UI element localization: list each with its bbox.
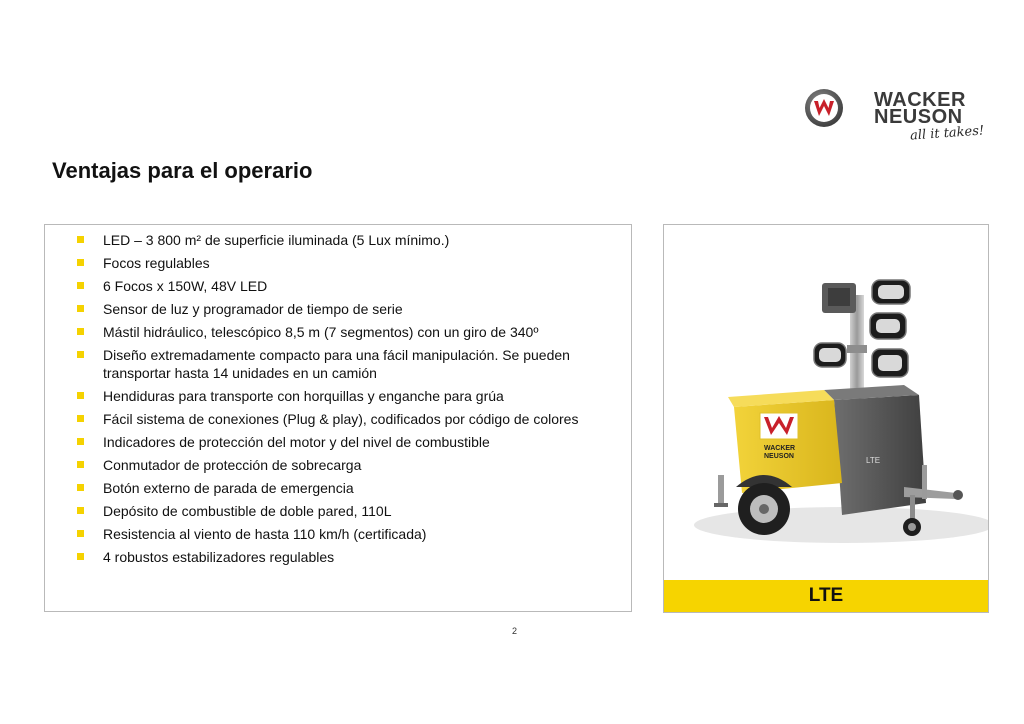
bullet-square-icon bbox=[77, 351, 84, 358]
feature-item bbox=[45, 456, 631, 474]
feature-text: Resistencia al viento de hasta 110 km/h (certificada) bbox=[103, 526, 427, 542]
brand-tagline: all it takes! bbox=[909, 123, 985, 144]
wacker-neuson-w-icon bbox=[804, 88, 844, 128]
feature-text: 4 robustos estabilizadores regulables bbox=[103, 549, 335, 565]
feature-item bbox=[45, 231, 631, 249]
feature-text: Fácil sistema de conexiones (Plug & play), codificados por código de colores bbox=[103, 411, 579, 427]
feature-text: Botón externo de parada de emergencia bbox=[103, 480, 354, 496]
feature-text: 6 Focos x 150W, 48V LED bbox=[103, 278, 268, 294]
feature-item bbox=[45, 346, 631, 382]
feature-text: Diseño extremadamente compacto para una fácil manipulación. Se pueden transportar hasta 14 unidades en un camión bbox=[103, 347, 570, 381]
feature-item bbox=[45, 410, 631, 428]
feature-item bbox=[45, 479, 631, 497]
feature-item bbox=[45, 300, 631, 318]
feature-item bbox=[45, 277, 631, 295]
brand-logo bbox=[800, 84, 1000, 154]
feature-text: Depósito de combustible de doble pared, 110L bbox=[103, 503, 392, 519]
machine-brand-line2: NEUSON bbox=[764, 453, 794, 460]
feature-item bbox=[45, 254, 631, 272]
feature-text: LED – 3 800 m² de superficie iluminada (5 Lux mínimo.) bbox=[103, 232, 450, 248]
bullet-square-icon bbox=[77, 282, 84, 289]
machine-brand-line1: WACKER bbox=[764, 445, 796, 452]
feature-text: Conmutador de protección de sobrecarga bbox=[103, 457, 362, 473]
features-list bbox=[45, 231, 631, 571]
brand-name-line1: WACKER bbox=[874, 89, 966, 111]
feature-item bbox=[45, 387, 631, 405]
bullet-square-icon bbox=[77, 259, 84, 266]
product-label: LTE bbox=[664, 580, 988, 612]
feature-text: Hendiduras para transporte con horquillas y enganche para grúa bbox=[103, 388, 504, 404]
slide-title: Ventajas para el operario bbox=[52, 158, 313, 183]
feature-text: Indicadores de protección del motor y del nivel de combustible bbox=[103, 434, 490, 450]
brand-name-line2: NEUSON bbox=[874, 106, 963, 128]
light-tower-image bbox=[664, 225, 988, 580]
bullet-square-icon bbox=[77, 461, 84, 468]
bullet-square-icon bbox=[77, 305, 84, 312]
feature-item bbox=[45, 525, 631, 543]
feature-item bbox=[45, 323, 631, 341]
feature-item bbox=[45, 548, 631, 566]
feature-item bbox=[45, 502, 631, 520]
feature-text: Mástil hidráulico, telescópico 8,5 m (7 segmentos) con un giro de 340º bbox=[103, 324, 539, 340]
bullet-square-icon bbox=[77, 438, 84, 445]
feature-item bbox=[45, 433, 631, 451]
bullet-square-icon bbox=[77, 484, 84, 491]
bullet-square-icon bbox=[77, 392, 84, 399]
bullet-square-icon bbox=[77, 236, 84, 243]
product-image-panel bbox=[663, 224, 989, 613]
feature-text: Focos regulables bbox=[103, 255, 210, 271]
bullet-square-icon bbox=[77, 328, 84, 335]
bullet-square-icon bbox=[77, 553, 84, 560]
bullet-square-icon bbox=[77, 530, 84, 537]
bullet-square-icon bbox=[77, 507, 84, 514]
machine-model-label: LTE bbox=[866, 456, 881, 465]
bullet-square-icon bbox=[77, 415, 84, 422]
features-panel bbox=[44, 224, 632, 612]
feature-text: Sensor de luz y programador de tiempo de serie bbox=[103, 301, 403, 317]
page-number: 2 bbox=[512, 626, 518, 636]
